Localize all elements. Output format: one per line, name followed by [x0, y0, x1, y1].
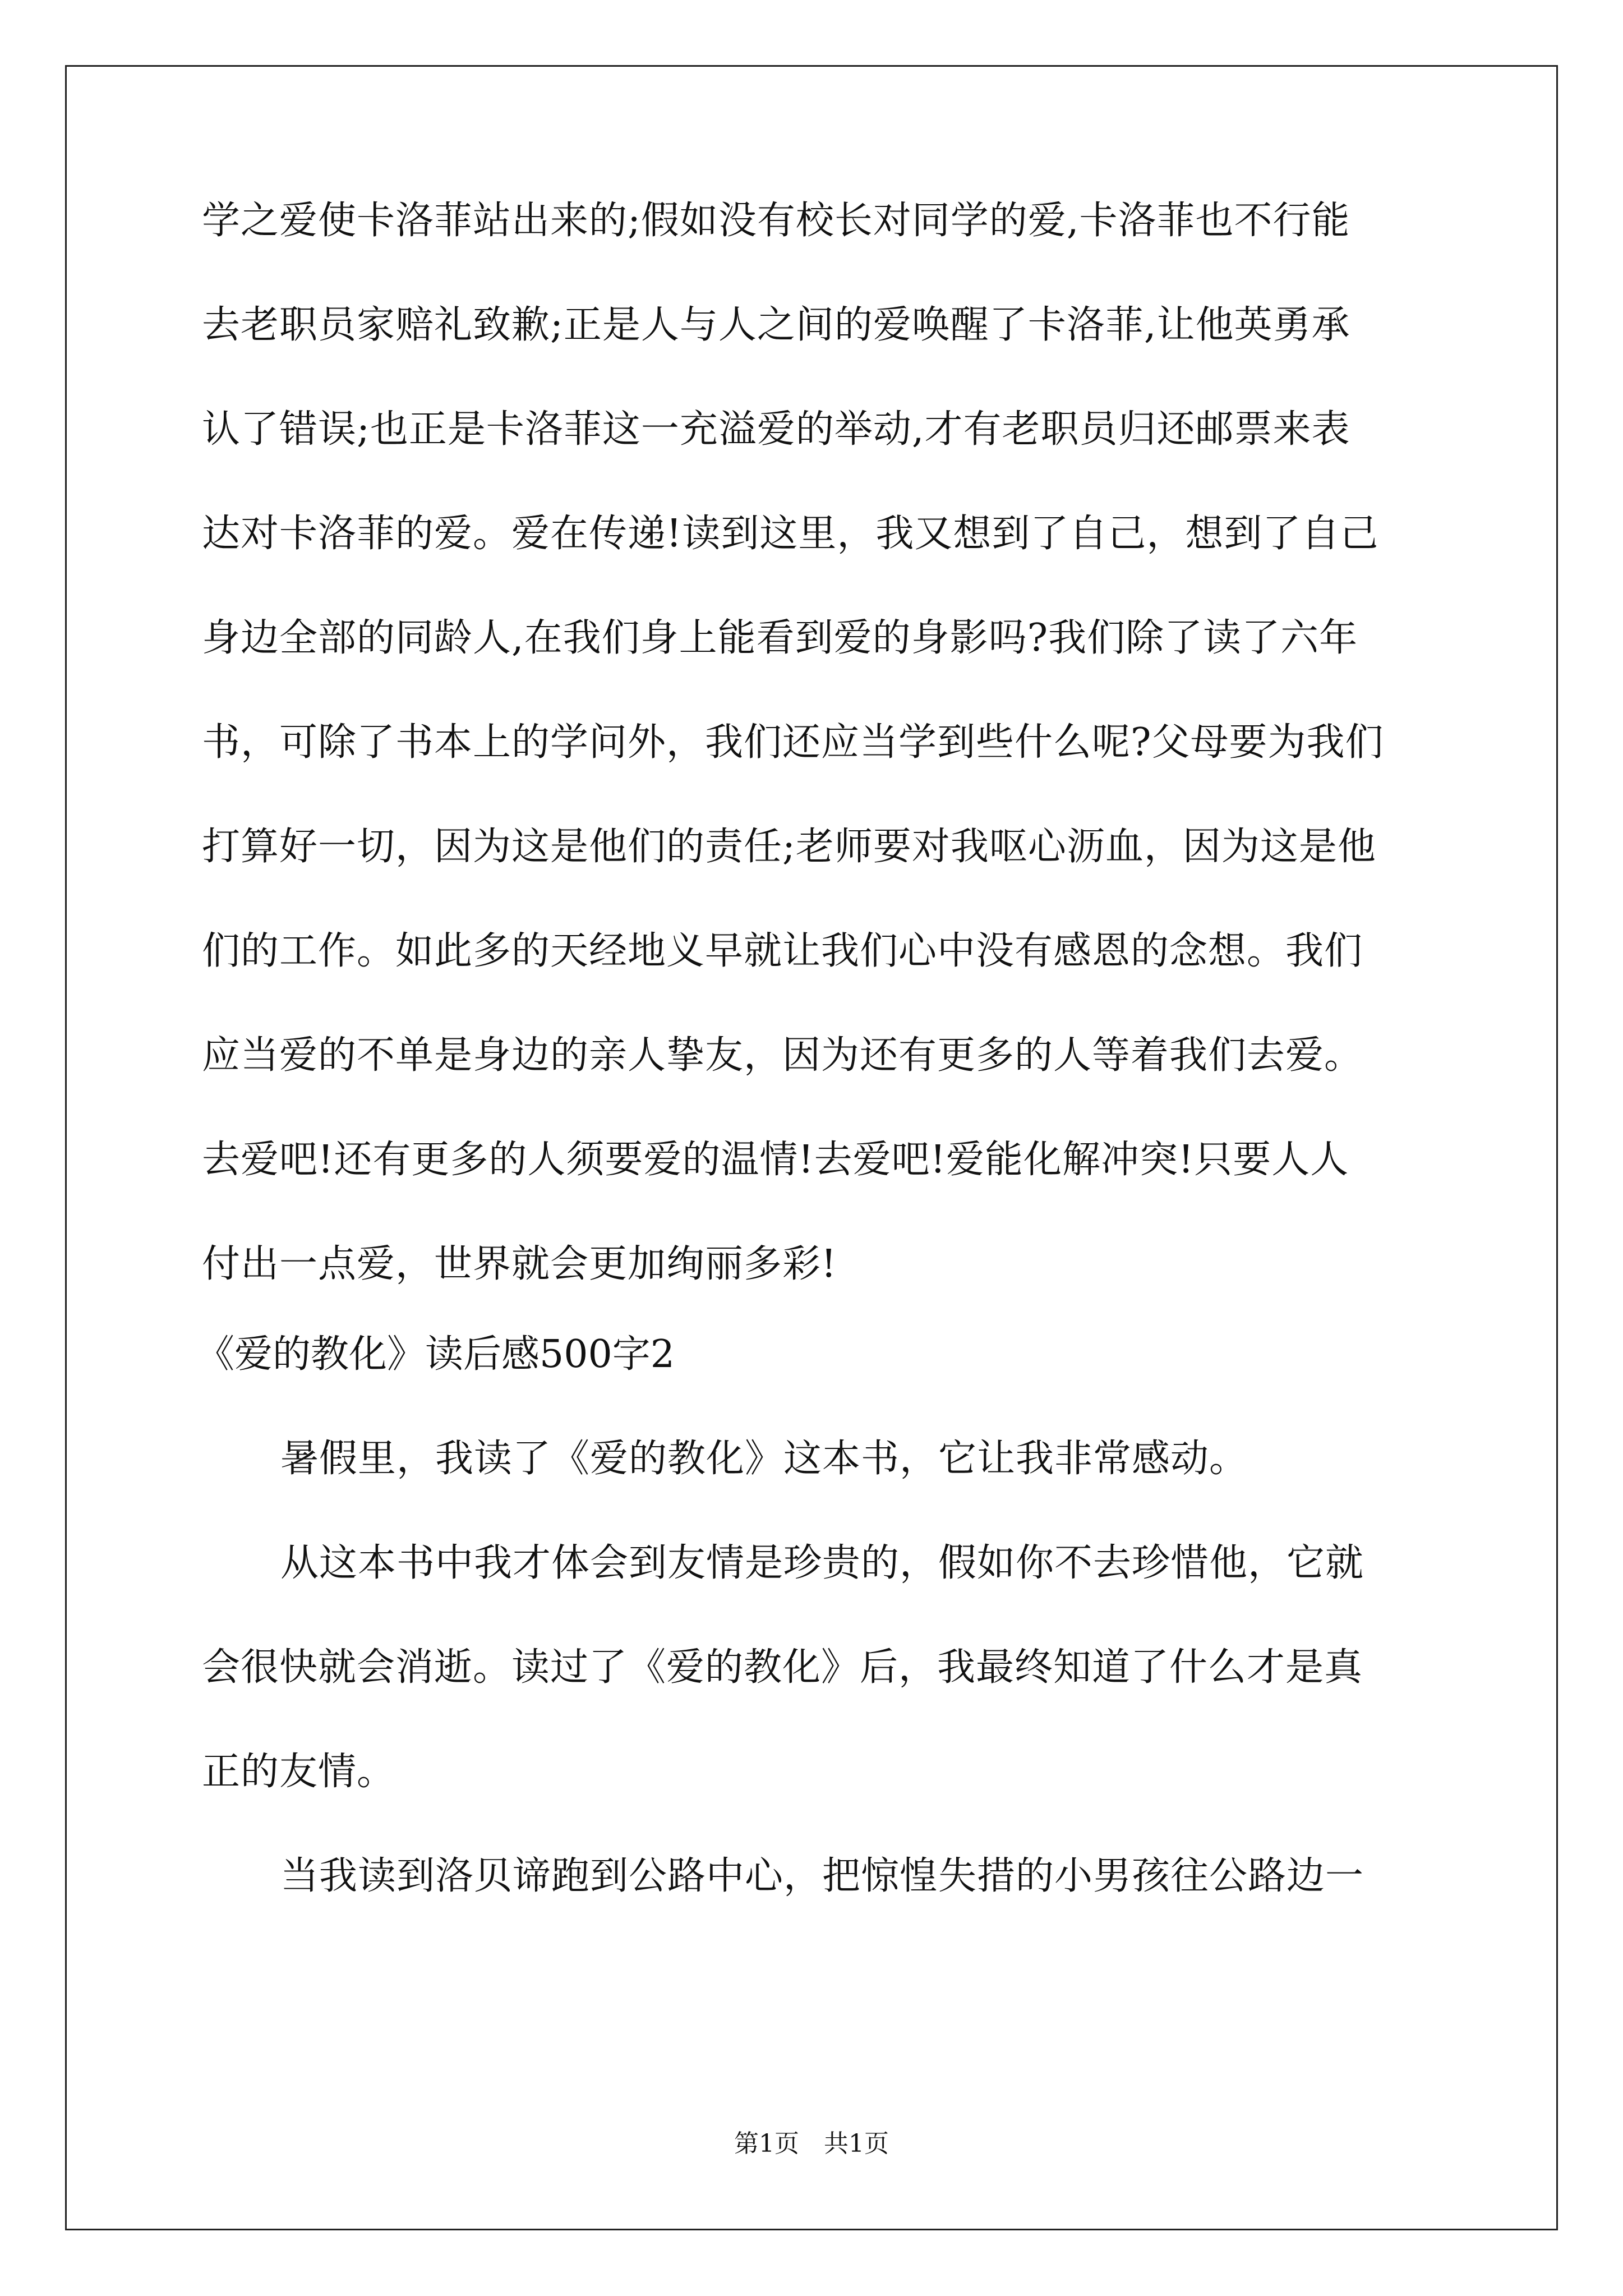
- text-line: 书，可除了书本上的学问外，我们还应当学到些什么呢?父母要为我们: [202, 720, 1384, 765]
- paragraph-line: 正的友情。: [202, 1750, 396, 1794]
- text-line: 身边全部的同龄人,在我们身上能看到爱的身影吗?我们除了读了六年: [202, 616, 1358, 660]
- text-line: 付出一点爱，世界就会更加绚丽多彩!: [202, 1242, 837, 1286]
- text-line: 应当爱的不单是身边的亲人挚友，因为还有更多的人等着我们去爱。: [202, 1033, 1363, 1078]
- paragraph-line: 从这本书中我才体会到友情是珍贵的，假如你不去珍惜他，它就: [280, 1541, 1364, 1585]
- text-line: 去爱吧!还有更多的人须要爱的温情!去爱吧!爱能化解冲突!只要人人: [202, 1138, 1349, 1182]
- text-line: 认了错误;也正是卡洛菲这一充溢爱的举动,才有老职员归还邮票来表: [202, 407, 1350, 452]
- paragraph-line: 会很快就会消逝。读过了《爱的教化》后，我最终知道了什么才是真: [202, 1645, 1363, 1690]
- text-line: 们的工作。如此多的天经地义早就让我们心中没有感恩的念想。我们: [202, 929, 1363, 973]
- text-line: 打算好一切，因为这是他们的责任;老师要对我呕心沥血，因为这是他: [202, 825, 1376, 869]
- text-line: 学之爱使卡洛菲站出来的;假如没有校长对同学的爱,卡洛菲也不行能: [202, 199, 1350, 243]
- page-footer: 第1页 共1页: [734, 2129, 889, 2158]
- text-line: 达对卡洛菲的爱。爱在传递!读到这里，我又想到了自己，想到了自己: [202, 512, 1379, 556]
- paragraph-line: 当我读到洛贝谛跑到公路中心，把惊惶失措的小男孩往公路边一: [280, 1854, 1364, 1898]
- paragraph-line: 暑假里，我读了《爱的教化》这本书，它让我非常感动。: [280, 1437, 1248, 1481]
- text-line: 去老职员家赔礼致歉;正是人与人之间的爱唤醒了卡洛菲,让他英勇承: [202, 303, 1350, 347]
- document-body: [196, 199, 1424, 1962]
- section-heading: 《爱的教化》读后感500字2: [196, 1332, 675, 1377]
